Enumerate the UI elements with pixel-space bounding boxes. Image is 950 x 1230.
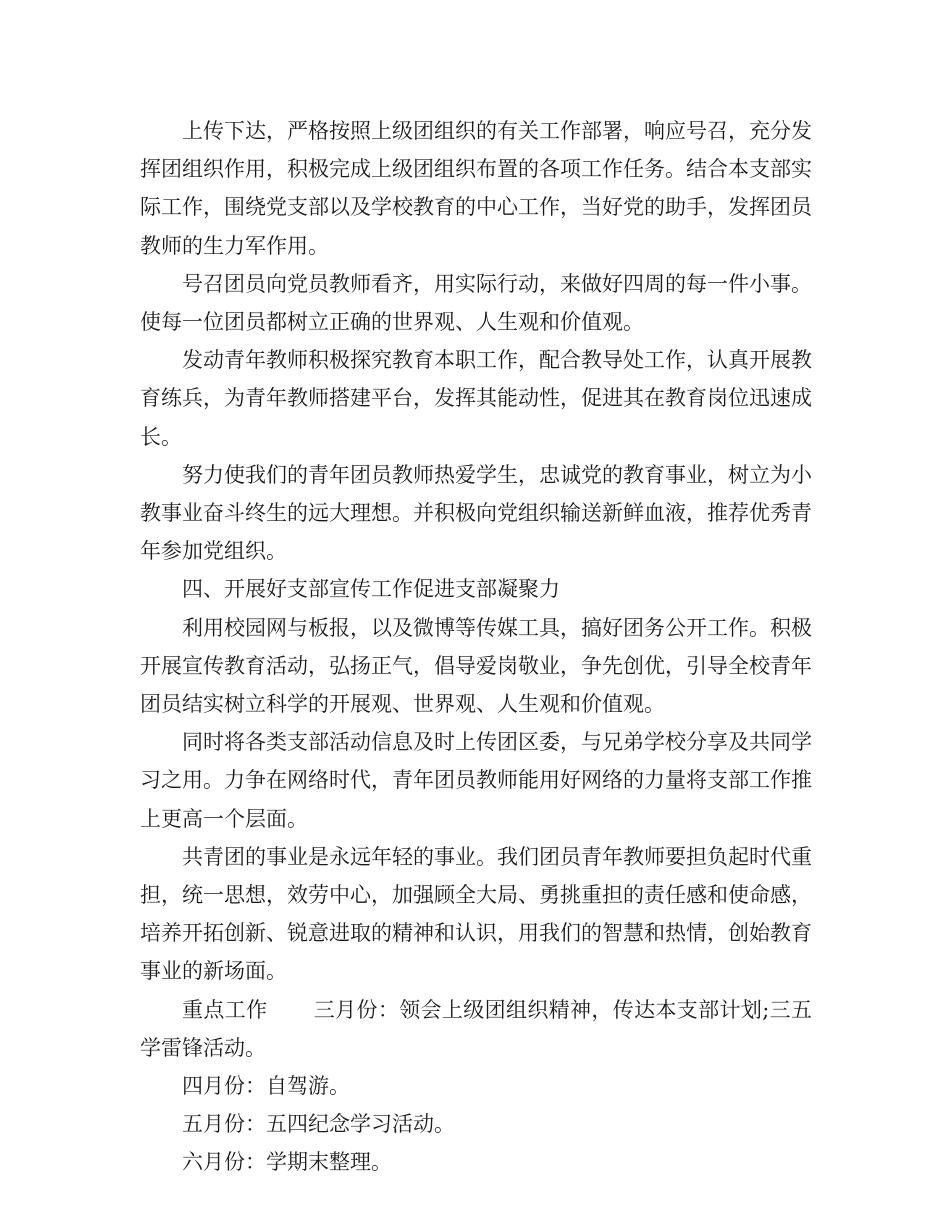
paragraph-publicity: 利用校园网与板报，以及微博等传媒工具，搞好团务公开工作。积极开展宣传教育活动，弘扬正气，倡导爱岗敬业，争先创优，引导全校青年团员结实树立科学的开展观、世界观、人生观和价值观。 <box>140 615 812 717</box>
key-work-label: 重点工作 <box>182 997 268 1022</box>
section-heading: 四、开展好支部宣传工作促进支部凝聚力 <box>182 577 560 602</box>
month-item-june: 六月份：学期末整理。 <box>182 1150 392 1175</box>
paragraph-young-teachers: 发动青年教师积极探究教育本职工作，配合教导处工作，认真开展教育练兵，为青年教师搭建平台，发挥其能动性，促进其在教育岗位迅速成长。 <box>140 348 812 449</box>
month-item-april: 四月份：自驾游。 <box>182 1074 350 1099</box>
paragraph-love-students: 努力使我们的青年团员教师热爱学生，忠诚党的教育事业，树立为小教事业奋斗终生的远大理想。并积极向党组织输送新鲜血液，推荐优秀青年参加党组织。 <box>140 462 812 564</box>
paragraph-work-tasks: 上传下达，严格按照上级团组织的有关工作部署，响应号召，充分发挥团组织作用，积极完成上级团组织布置的各项工作任务。结合本支部实际工作，围绕党支部以及学校教育的中心工作，当好党的助手，发挥团员教师的生力军作用。 <box>140 119 812 258</box>
document-body <box>140 112 812 1182</box>
paragraph-youth-career: 共青团的事业是永远年轻的事业。我们团员青年教师要担负起时代重担，统一思想，效劳中心，加强顾全大局、勇挑重担的责任感和使命感，培养开拓创新、锐意进取的精神和认识，用我们的智慧和热情，创始教育事业的新场面。 <box>140 844 812 984</box>
key-work-paragraph <box>140 991 812 1067</box>
month-item-may: 五月份：五四纪念学习活动。 <box>182 1112 455 1137</box>
key-work-march: 三月份：领会上级团组织精神，传达本支部计划;三五学雷锋活动。 <box>140 997 812 1060</box>
paragraph-call-members: 号召团员向党员教师看齐，用实际行动，来做好四周的每一件小事。使每一位团员都树立正确的世界观、人生观和价值观。 <box>140 271 812 335</box>
paragraph-sharing: 同时将各类支部活动信息及时上传团区委，与兄弟学校分享及共同学习之用。力争在网络时代，青年团员教师能用好网络的力量将支部工作推上更高一个层面。 <box>140 730 812 831</box>
